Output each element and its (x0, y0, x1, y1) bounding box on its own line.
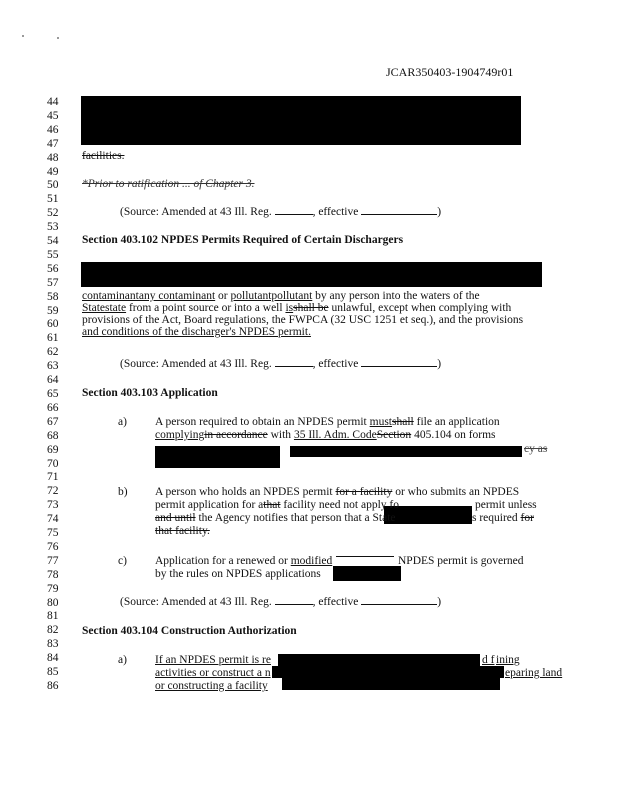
redaction-block (81, 96, 521, 145)
inserted-text: Statestate (82, 302, 127, 314)
section-heading: Section 403.103 Application (82, 387, 218, 399)
line-number: 69 (47, 443, 59, 456)
line-number: 51 (47, 193, 59, 206)
text-line: provisions of the Act, Board regulations, the FWPCA (32 USC 1251 et seq.), and the provisions (82, 314, 524, 326)
line-number: 83 (47, 638, 59, 651)
subsection-label: c) (118, 555, 127, 567)
line-number: 54 (47, 235, 59, 248)
inserted-text: pollutantpollutant (230, 290, 313, 302)
line-number: 62 (47, 346, 59, 359)
redaction-block (290, 446, 522, 457)
text-line (155, 555, 524, 567)
line-number: 85 (47, 666, 59, 679)
line-number: 60 (47, 318, 59, 331)
blank-line (275, 214, 313, 215)
struck-text: shall be (293, 302, 329, 314)
document-id: JCAR350403-1904749r01 (386, 65, 514, 79)
text-run: unlawful, except when complying with (331, 302, 512, 314)
text-line: by the rules on NPDES applications (155, 568, 321, 580)
line-number: 84 (47, 652, 59, 665)
line-number: 45 (47, 109, 59, 122)
line-number: 55 (47, 248, 59, 261)
text-run: permit application for a (155, 499, 264, 511)
struck-text: for a facility (335, 486, 393, 498)
source-mid: , effective (312, 358, 362, 370)
text-run: or (218, 290, 228, 302)
struck-text: and until (155, 512, 196, 524)
source-prefix: (Source: Amended at 43 Ill. Reg. (120, 596, 275, 608)
source-prefix: (Source: Amended at 43 Ill. Reg. (120, 206, 275, 218)
scan-speck (22, 35, 24, 37)
redaction-block (282, 678, 500, 690)
text-run: or who submits an NPDES (395, 486, 520, 498)
text-line (82, 290, 480, 302)
line-number: 80 (47, 596, 59, 609)
text-run: A person required to obtain an NPDES permit (155, 416, 367, 428)
line-number: 86 (47, 680, 59, 692)
text-line (155, 429, 496, 441)
line-number: 78 (47, 568, 59, 581)
redaction-block (272, 666, 504, 678)
line-number: 76 (47, 540, 59, 553)
line-number: 61 (47, 332, 59, 345)
source-end: ) (437, 206, 442, 218)
subsection-label: a) (118, 654, 127, 666)
source-note (120, 358, 441, 370)
inserted-text: ining (496, 654, 520, 666)
text-line (155, 486, 519, 498)
inserted-text: eparing land (505, 667, 563, 679)
line-number: 47 (47, 137, 59, 150)
line-number: 75 (47, 527, 59, 540)
text-line (155, 512, 396, 524)
line-number: 58 (47, 290, 59, 303)
line-number: 65 (47, 388, 59, 400)
section-heading: Section 403.104 Construction Authorization (82, 625, 297, 637)
subsection-label: a) (118, 416, 127, 428)
line-number: 49 (47, 165, 59, 178)
source-end: ) (437, 358, 442, 370)
line-number: 53 (47, 221, 59, 234)
source-mid: , effective (312, 596, 362, 608)
struck-text: that facility. (155, 525, 210, 537)
text-line: permit unless (475, 499, 537, 511)
blank-line (361, 214, 437, 215)
line-number: 44 (47, 96, 59, 108)
blank-line (361, 604, 437, 605)
redaction-block (155, 446, 280, 468)
inserted-text: contaminantany contaminant (82, 290, 216, 302)
text-line (155, 499, 399, 511)
struck-text: cy as (524, 443, 548, 455)
source-end: ) (437, 596, 442, 608)
footnote-text: *Prior to ratification ... of Chapter 3. (82, 178, 255, 190)
subsection-label: b) (118, 486, 128, 498)
struck-text: shall (392, 416, 414, 428)
text-line (155, 416, 500, 428)
text-run: 405.104 on forms (414, 429, 496, 441)
inserted-text: 35 Ill. Adm. Code (293, 429, 377, 441)
struck-text: for (520, 512, 534, 524)
line-number: 66 (47, 401, 59, 414)
text-run: s required (472, 512, 518, 524)
line-number: 70 (47, 457, 59, 470)
line-number: 71 (47, 471, 59, 484)
inserted-text: If an NPDES permit is re (155, 654, 271, 666)
text-run: with (270, 429, 292, 441)
line-number: 72 (47, 485, 59, 498)
inserted-text: d f (482, 654, 495, 666)
line-number: 56 (47, 262, 59, 275)
struck-text: Section (376, 429, 412, 441)
text-line (472, 512, 534, 524)
inserted-text: activities or construct a n (155, 667, 271, 679)
blank-line (275, 604, 313, 605)
line-number: 73 (47, 499, 59, 512)
source-prefix: (Source: Amended at 43 Ill. Reg. (120, 358, 275, 370)
scan-speck (57, 37, 59, 39)
inserted-text: modified (290, 555, 333, 567)
struck-text: facilities. (82, 150, 125, 162)
struck-text: that (263, 499, 281, 511)
text-run: by any person into the waters of the (315, 290, 480, 302)
line-number: 67 (47, 415, 59, 428)
line-number: 50 (47, 179, 59, 192)
text-run: A person who holds an NPDES permit (155, 486, 333, 498)
line-number: 77 (47, 554, 59, 567)
inserted-text: and conditions of the discharger's NPDES permit. (82, 326, 311, 338)
redaction-block (81, 262, 542, 287)
line-number: 52 (47, 207, 59, 220)
blank-line (275, 366, 313, 367)
line-number: 46 (47, 123, 59, 136)
text-run: NPDES permit is governed (398, 555, 524, 567)
source-mid: , effective (312, 206, 362, 218)
line-number: 48 (47, 151, 59, 164)
text-run: facility need not apply fo (283, 499, 399, 511)
line-number: 82 (47, 624, 59, 637)
line-number: 79 (47, 582, 59, 595)
line-number: 64 (47, 374, 59, 387)
inserted-text: must (369, 416, 393, 428)
inserted-text: complying (155, 429, 205, 441)
blank-line (361, 366, 437, 367)
section-heading: Section 403.102 NPDES Permits Required of Certain Dischargers (82, 234, 404, 246)
text-run: the Agency notifies that person that a State (198, 512, 396, 524)
struck-text (336, 556, 394, 566)
text-run: Application for a renewed or (155, 555, 288, 567)
line-number: 68 (47, 429, 59, 442)
source-note (120, 596, 441, 608)
line-number: 57 (47, 276, 59, 289)
source-note (120, 206, 441, 218)
struck-text: in accordance (204, 429, 268, 441)
text-run: file an application (416, 416, 500, 428)
inserted-text: is (285, 302, 294, 314)
line-number: 81 (47, 610, 59, 623)
text-run: from a point source or into a well (128, 302, 283, 314)
text-line (82, 302, 511, 314)
line-number: 74 (47, 513, 59, 526)
line-number: 59 (47, 304, 59, 317)
inserted-text: or constructing a facility (155, 680, 268, 692)
line-number: 63 (47, 360, 59, 373)
redaction-block (333, 566, 401, 581)
